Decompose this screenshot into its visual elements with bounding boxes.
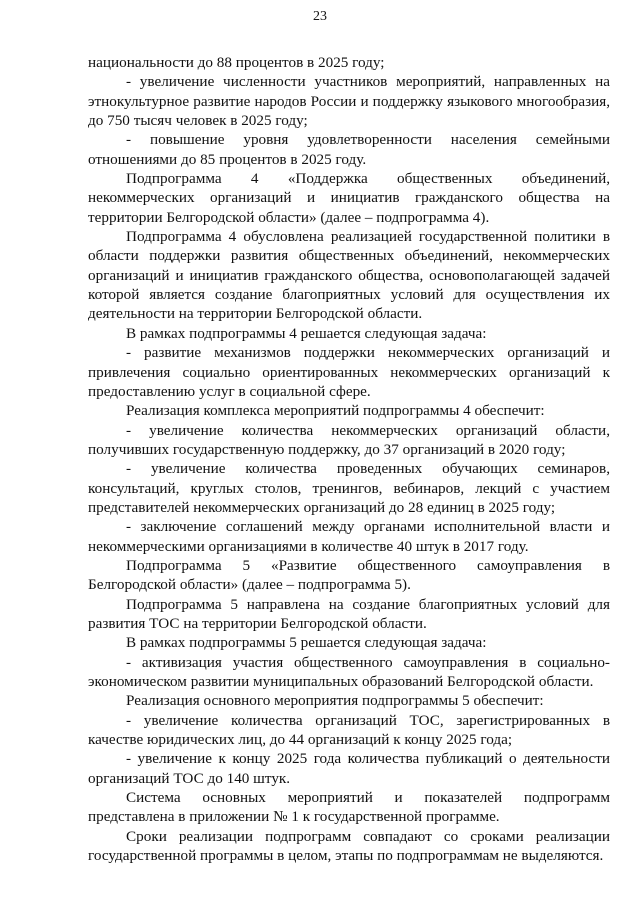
paragraph: - увеличение количества проведенных обучающих семинаров, консультаций, круглых столов, тренингов, вебинаров, лекций с участием представителей некоммерческих организаций до 28 единиц в 2025 году; [88, 460, 610, 516]
paragraph: Реализация основного мероприятия подпрограммы 5 обеспечит: [126, 692, 544, 710]
page-number: 23 [313, 9, 327, 24]
paragraph: - повышение уровня удовлетворенности населения семейными отношениями до 85 процентов в 2025 году. [88, 131, 610, 168]
paragraph: - увеличение количества организаций ТОС, зарегистрированных в качестве юридических лиц, до 44 организаций к концу 2025 года; [88, 711, 610, 749]
paragraph: В рамках подпрограммы 4 решается следующая задача: [126, 324, 487, 342]
paragraph: Подпрограмма 5 направлена на создание благоприятных условий для развития ТОС на территории Белгородской области. [88, 595, 610, 632]
paragraph: - развитие механизмов поддержки некоммерческих организаций и привлечения социально ориентированных некоммерческих организаций к предоставлению услуг в социальной сфере. [88, 344, 610, 400]
paragraph: В рамках подпрограммы 5 решается следующая задача: [126, 634, 487, 652]
paragraph: - увеличение к концу 2025 года количества публикаций о деятельности организаций ТОС до 140 штук. [88, 750, 610, 787]
paragraph: Система основных мероприятий и показателей подпрограмм представлена в приложении № 1 к государственной программе. [88, 789, 610, 826]
paragraph: - увеличение численности участников мероприятий, направленных на этнокультурное развитие народов России и поддержку языкового многообразия, до 750 тысяч человек в 2025 году; [88, 73, 610, 130]
paragraph: Подпрограмма 4 «Поддержка общественных объединений, некоммерческих организаций и инициатив гражданского общества на территории Белгородской области» (далее – подпрограмма 4). [88, 170, 610, 226]
paragraph: - увеличение количества некоммерческих организаций области, получивших государственную поддержку, до 37 организаций в 2020 году; [88, 421, 610, 458]
document-body [88, 53, 610, 865]
paragraph: Подпрограмма 5 «Развитие общественного самоуправления в Белгородской области» (далее – подпрограмма 5). [88, 556, 610, 594]
paragraph: национальности до 88 процентов в 2025 году; [88, 54, 385, 71]
paragraph: Реализация комплекса мероприятий подпрограммы 4 обеспечит: [126, 402, 545, 420]
paragraph: Подпрограмма 4 обусловлена реализацией государственной политики в области поддержки развития общественных объединений, некоммерческих организаций и инициатив гражданского общества, основополагающей задачей которой является создание благоприятных условий для осуществления их деятельности на территории Белгородской области. [88, 228, 610, 323]
paragraph: - заключение соглашений между органами исполнительной власти и некоммерческими организациями в количестве 40 штук в 2017 году. [88, 518, 610, 555]
paragraph: Сроки реализации подпрограмм совпадают со сроками реализации государственной программы в целом, этапы по подпрограммам не выделяются. [88, 827, 610, 865]
paragraph: - активизация участия общественного самоуправления в социально-экономическом развитии муниципальных образований Белгородской области. [88, 653, 610, 690]
